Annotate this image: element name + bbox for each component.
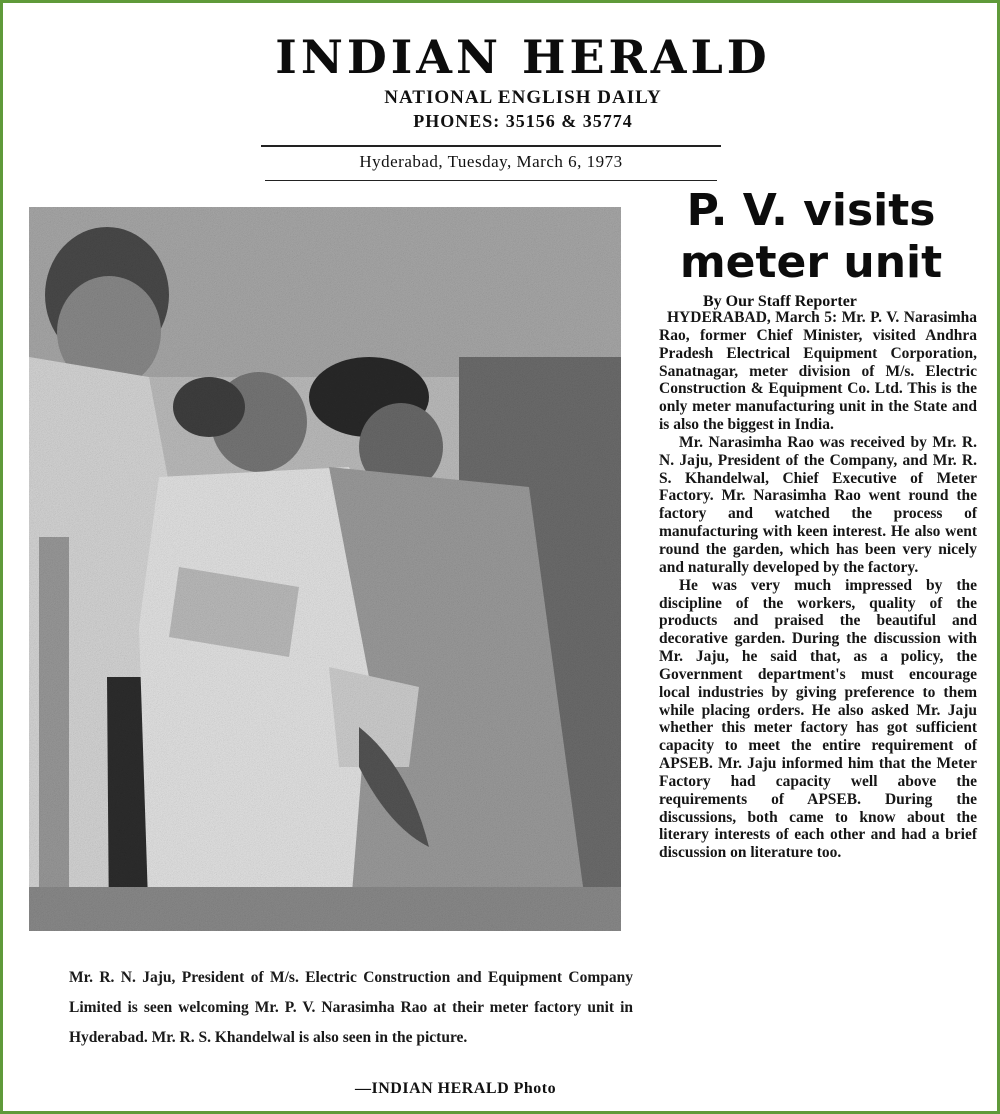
masthead-rule-bottom: [265, 180, 717, 181]
photo-caption: Mr. R. N. Jaju, President of M/s. Electric Construction and Equipment Company Limited is seen welcoming Mr. P. V. Narasimha Rao at their meter factory unit in Hyderabad. Mr. R. S. Khandelwal is also seen in the picture.: [69, 969, 633, 1046]
newspaper-tagline: NATIONAL ENGLISH DAILY: [384, 87, 662, 108]
masthead-rule-top: [261, 145, 721, 147]
newspaper-phones: PHONES: 35156 & 35774: [413, 111, 633, 131]
article-paragraph: HYDERABAD, March 5: Mr. P. V. Narasimha Rao, former Chief Minister, visited Andhra Pradesh Electrical Equipment Corporation, Sanatnagar, meter division of M/s. Electric Construction & Equipment Co. Ltd. This is the only meter manufacturing unit in the State and is also the biggest in India.: [659, 309, 977, 434]
article-headline: [633, 185, 989, 289]
byline: By Our Staff Reporter: [703, 293, 857, 310]
article-paragraph: Mr. Narasimha Rao was received by Mr. R. N. Jaju, President of the Company, and Mr. R. S. Khandelwal, Chief Executive of Meter Factory. Mr. Narasimha Rao went round the factory and watched the process of manufacturing with keen interest. He also went round the garden, which has been very nicely and naturally developed by the factory.: [659, 433, 977, 576]
masthead: [243, 31, 803, 132]
dateline: Hyderabad, Tuesday, March 6, 1973: [359, 152, 623, 171]
news-photo: [29, 207, 621, 931]
article-body: [659, 309, 977, 862]
photo-illustration: [29, 207, 621, 931]
headline-line-2: meter unit: [679, 237, 943, 288]
headline-line-1: P. V. visits: [686, 185, 936, 236]
newspaper-name: INDIAN HERALD: [275, 30, 771, 84]
photo-credit: —INDIAN HERALD Photo: [355, 1080, 557, 1097]
article-paragraph: He was very much impressed by the discipline of the workers, quality of the products and praised the beautiful and decorative garden. During the discussion with Mr. Jaju, he said that, as a policy, the Government department's must encourage local industries by giving preference to them while placing orders. He also asked Mr. Jaju whether this meter factory has got sufficient capacity to meet the entire requirement of APSEB. Mr. Jaju informed him that the Meter Factory had capacity well above the requirements of APSEB. During the discussions, both came to know about the literary interests of each other and had a brief discussion on literature too.: [659, 576, 977, 862]
